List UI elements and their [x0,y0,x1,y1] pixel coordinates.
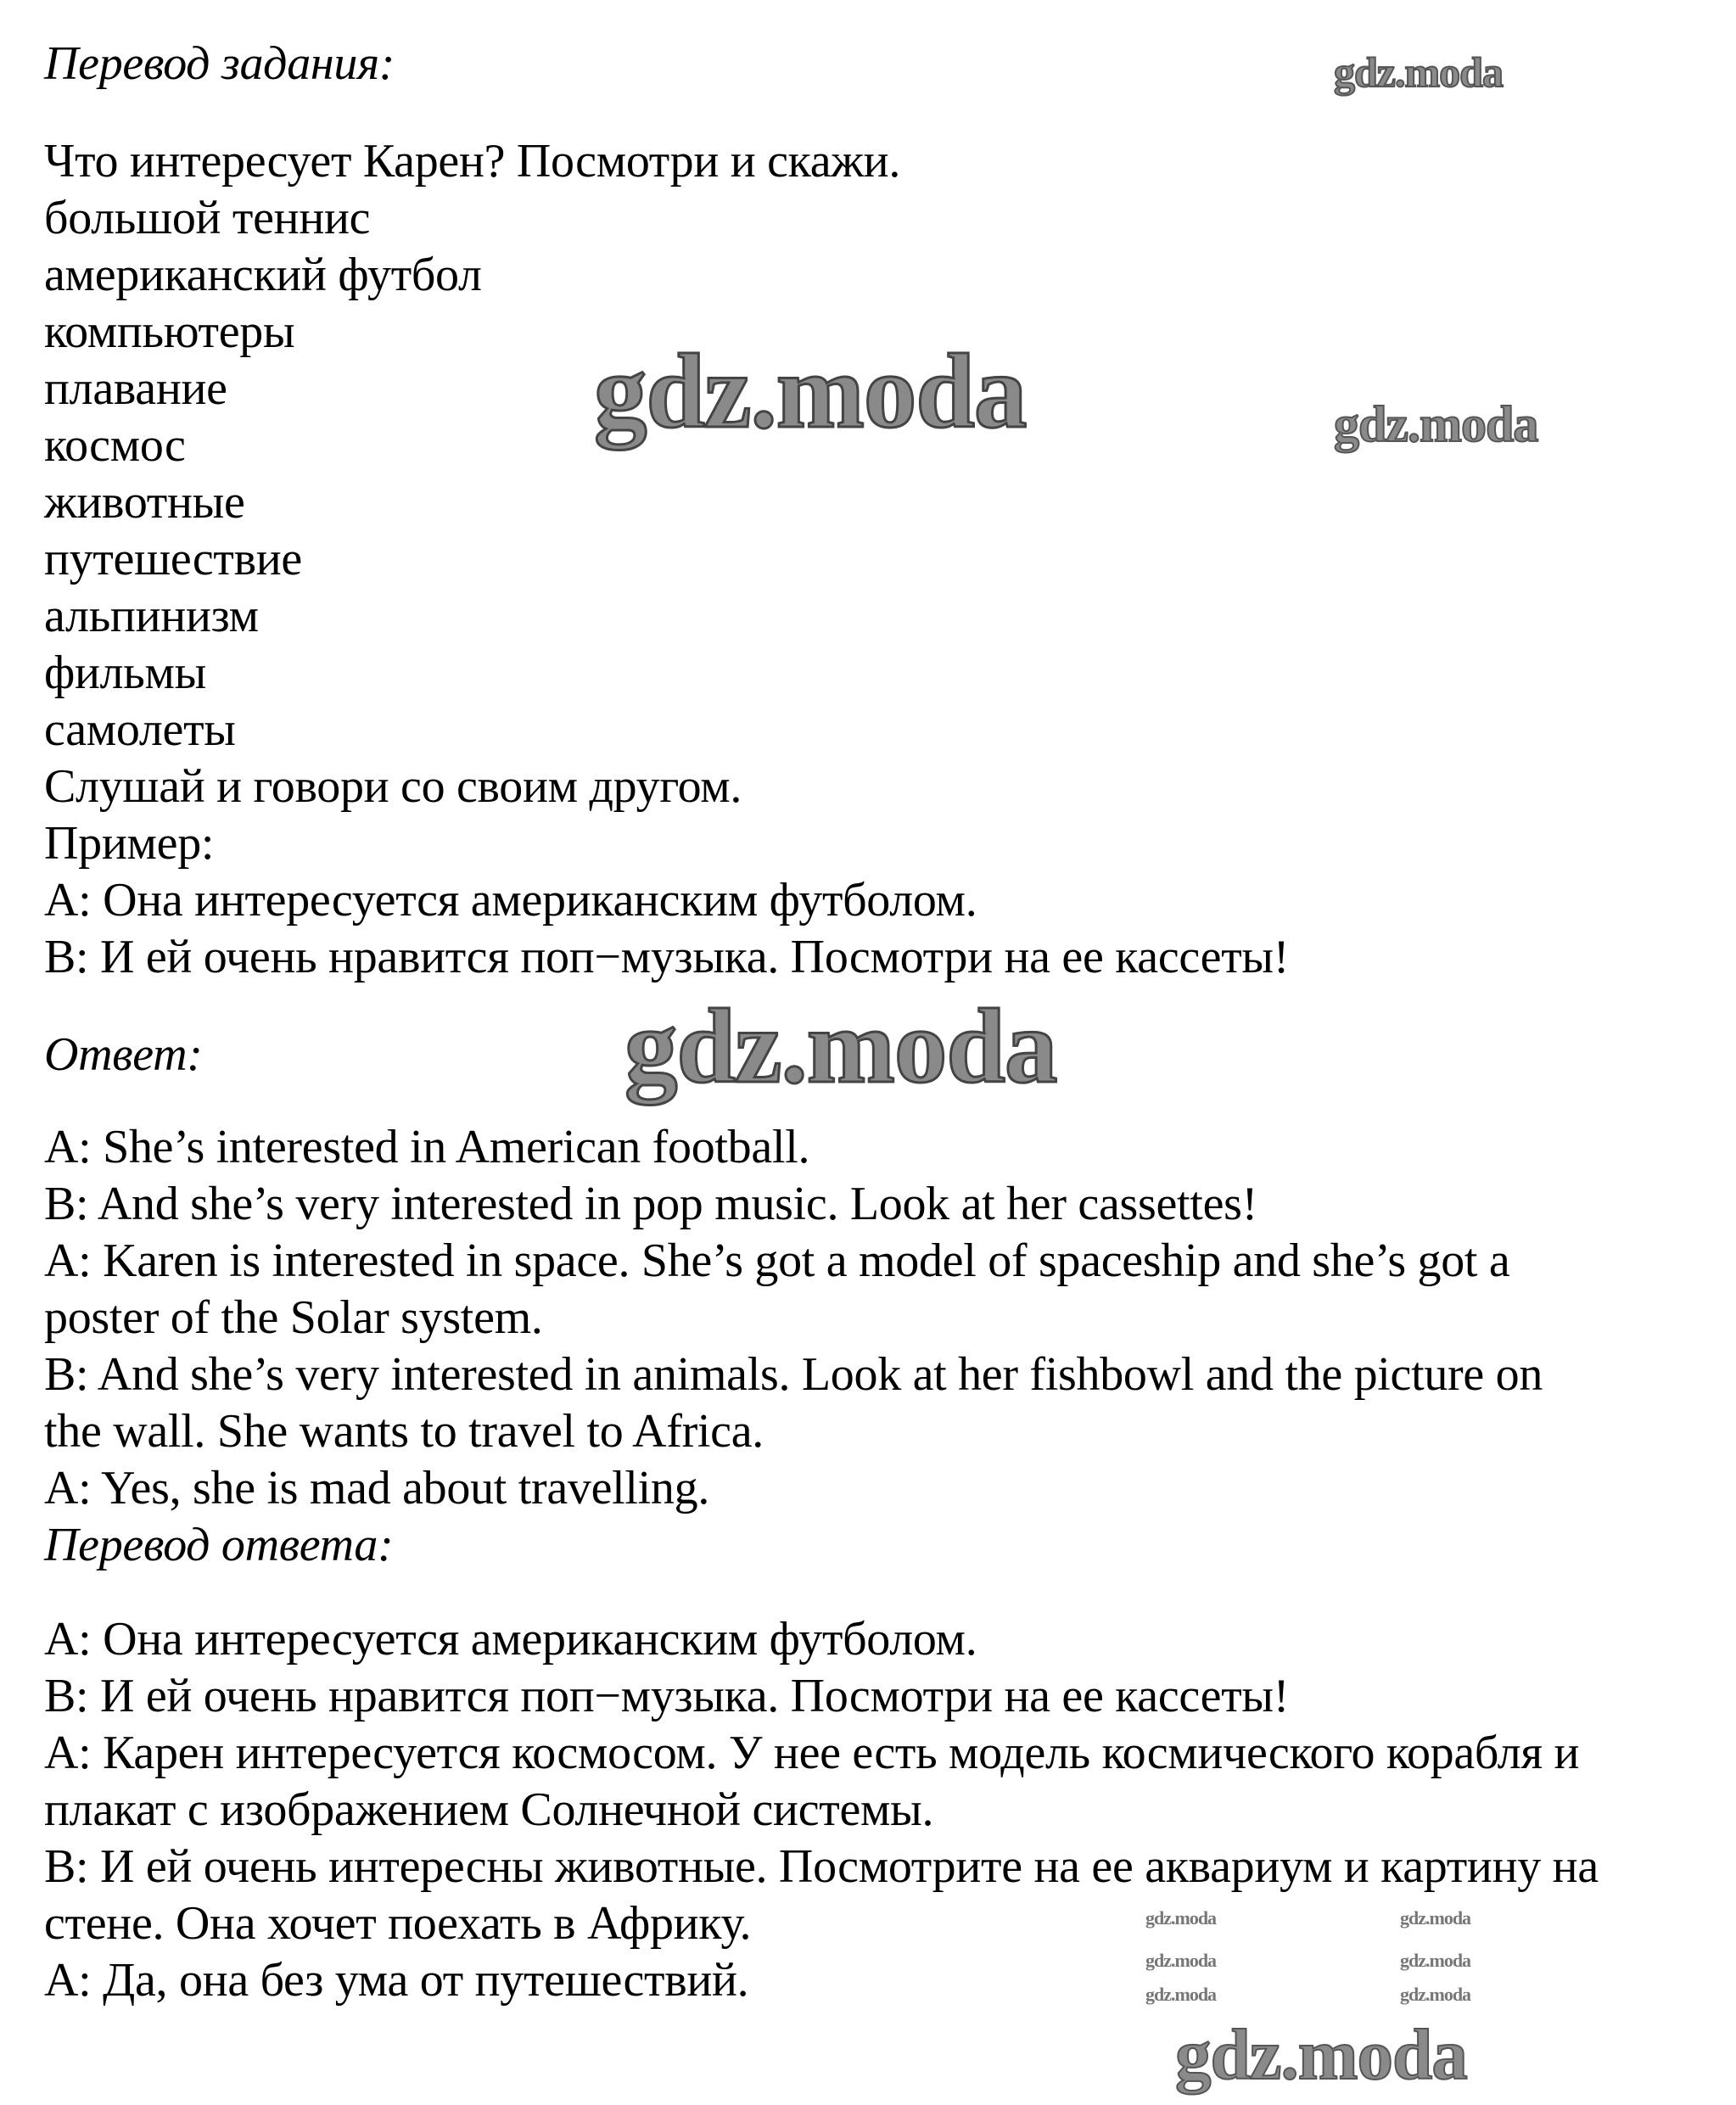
answer-translation-heading: Перевод ответа: [44,1519,394,1571]
task-line: A: Она интересуется американским футболом. [44,874,977,927]
translation-line: стене. Она хочет поехать в Африку. [44,1897,752,1950]
watermark: gdz.moda [1400,1950,1471,1971]
task-line: путешествие [44,533,302,585]
translation-line: B: И ей очень нравится поп−музыка. Посмотри на ее кассеты! [44,1670,1290,1722]
answer-line: A: She’s interested in American football. [44,1121,810,1173]
task-heading: Перевод задания: [44,37,395,90]
task-line: американский футбол [44,249,482,301]
watermark: gdz.moda [1400,1907,1471,1929]
task-line: животные [44,476,245,529]
answer-line: B: And she’s very interested in pop music. Look at her cassettes! [44,1178,1257,1230]
watermark: gdz.moda [1334,396,1538,452]
task-line: Слушай и говори со своим другом. [44,760,742,813]
watermark: gdz.moda [1145,1907,1217,1929]
task-line: Пример: [44,817,215,870]
watermark: gdz.moda [1145,1950,1217,1971]
watermark: gdz.moda [594,333,1027,451]
answer-line: poster of the Solar system. [44,1291,543,1344]
translation-line: A: Карен интересуется космосом. У нее есть модель космического корабля и [44,1727,1580,1779]
answer-line: A: Karen is interested in space. She’s got a model of spaceship and she’s got a [44,1234,1510,1287]
translation-line: A: Да, она без ума от путешествий. [44,1954,749,2007]
answer-line: B: And she’s very interested in animals. Look at her fishbowl and the picture on [44,1348,1543,1401]
task-line: альпинизм [44,590,259,642]
task-line: Что интересует Карен? Посмотри и скажи. [44,135,901,188]
task-line: плавание [44,362,227,415]
watermark: gdz.moda [1145,1984,1217,2005]
watermark: gdz.moda [1175,2015,1467,2095]
watermark: gdz.moda [1400,1984,1471,2005]
answer-text [44,1119,1707,1517]
task-line: компьютеры [44,305,295,358]
answer-line: A: Yes, she is mad about travelling. [44,1462,710,1514]
task-line: большой теннис [44,192,371,244]
answer-line: the wall. She wants to travel to Africa. [44,1405,764,1458]
answer-heading: Ответ: [44,1028,203,1081]
translation-line: B: И ей очень интересны животные. Посмотрите на ее аквариум и картину на [44,1840,1599,1893]
translation-line: плакат с изображением Солнечной системы. [44,1783,934,1836]
translation-line: A: Она интересуется американским футболом. [44,1613,977,1666]
task-line: космос [44,419,186,472]
task-line: фильмы [44,647,207,699]
task-text [44,133,1707,986]
watermark: gdz.moda [1334,48,1503,96]
watermark: gdz.moda [624,988,1057,1106]
task-line: B: И ей очень нравится поп−музыка. Посмотри на ее кассеты! [44,931,1290,983]
task-line: самолеты [44,703,236,756]
